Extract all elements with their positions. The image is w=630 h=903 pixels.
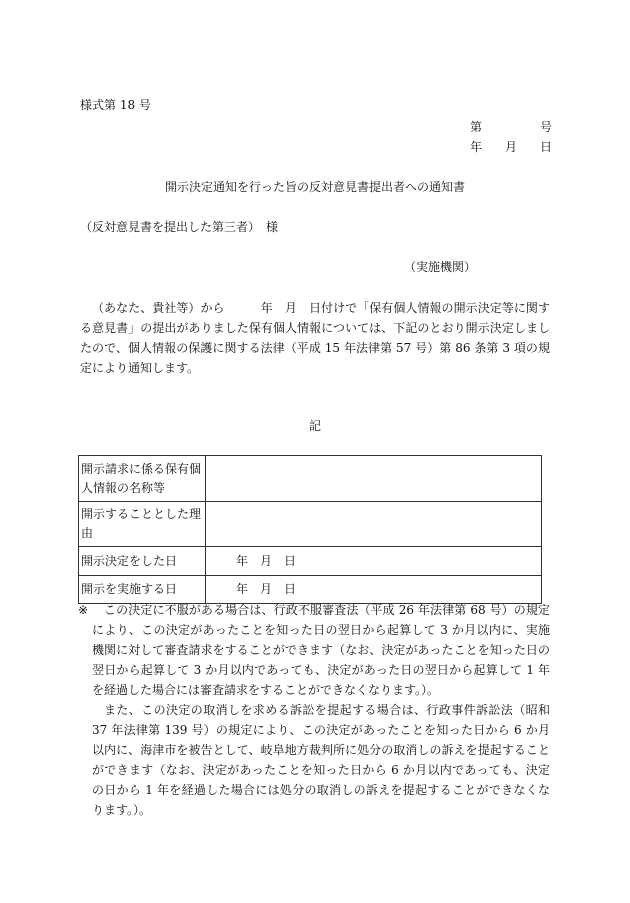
- appeal-note: [78, 600, 550, 820]
- row-value: 年 月 日: [206, 547, 542, 576]
- note-mark: ※: [78, 603, 89, 617]
- row-label: 開示決定をした日: [79, 547, 206, 576]
- addressee: （反対意見書を提出した第三者） 様: [80, 220, 279, 234]
- form-number: 様式第 18 号: [80, 98, 151, 112]
- row-value: [206, 456, 542, 502]
- date-year: 年: [470, 140, 483, 154]
- ki-heading: 記: [308, 419, 321, 433]
- implementing-agency: （実施機関）: [404, 260, 477, 274]
- row-label: 開示請求に係る保有個人情報の名称等: [79, 456, 206, 502]
- row-label: 開示を実施する日: [79, 576, 206, 604]
- note-paragraph-appeal: この決定に不服がある場合は、行政不服審査法（平成 26 年法律第 68 号）の規定により、この決定があったことを知った日の翌日から起算して 3 か月以内に、実施機関に対して審査請求をすることができます（なお、決定があったことを知った日の翌日から起算して 3 か月以内であっても、決定があった日の翌日から起算して 1 年を経過した場合には審査請求をすることができなくなります。）。: [92, 603, 550, 697]
- details-table: [78, 455, 542, 604]
- document-number-line: [470, 119, 552, 136]
- table-row: [79, 456, 542, 502]
- notice-body: （あなた、貴社等）から 年 月 日付けで「保有個人情報の開示決定等に関する意見書」の提出がありました保有個人情報については、下記のとおり開示決定しましたので、個人情報の保護に関する法律（平成 15 年法律第 57 号）第 86 条第 3 項の規定により通知します。: [80, 301, 550, 375]
- date-day: 日: [539, 140, 552, 154]
- number-suffix: 号: [539, 120, 552, 134]
- row-value: 年 月 日: [206, 576, 542, 604]
- table-row: [79, 547, 542, 576]
- row-label: 開示することとした理由: [79, 502, 206, 547]
- note-paragraph-lawsuit: また、この決定の取消しを求める訴訟を提起する場合は、行政事件訴訟法（昭和 37 年法律第 139 号）の規定により、この決定があったことを知った日から 6 か月以内に、海津市を被告として、岐阜地方裁判所に処分の取消しの訴えを提起することができます（なお、決定があったことを知った日から 6 か月以内であっても、決定の日から 1 年を経過した場合には処分の取消しの訴えを提起することができなくなります。）。: [92, 703, 550, 817]
- document-date-line: [470, 139, 552, 156]
- table-row: [79, 502, 542, 547]
- document-title: 開示決定通知を行った旨の反対意見書提出者への通知書: [164, 180, 465, 194]
- number-prefix: 第: [470, 120, 483, 134]
- row-value: [206, 502, 542, 547]
- date-month: 月: [504, 140, 517, 154]
